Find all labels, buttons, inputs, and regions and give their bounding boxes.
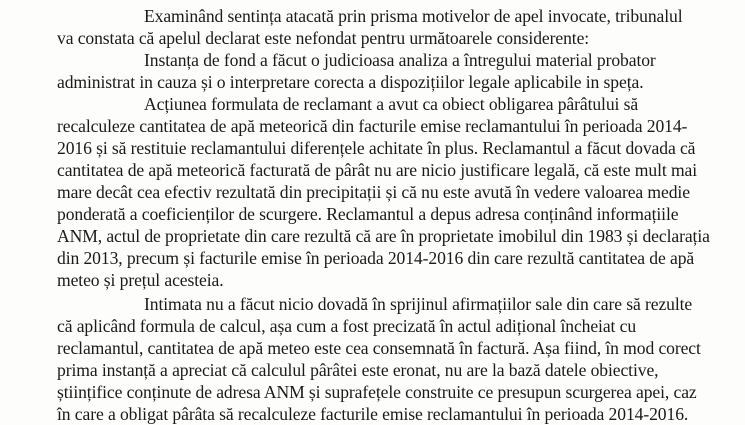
text-line: reclamantul, cantitatea de apă meteo este cea consemnată în factură. Așa fiind, în mod corect [57, 338, 701, 358]
text-line: Intimata nu a făcut nicio dovadă în sprijinul afirmațiilor sale din care să rezulte [144, 294, 693, 314]
text-line: ponderată a coeficienților de scurgere. Reclamantul a depus adresa conținând informațiile [57, 204, 679, 224]
text-line: recalculeze cantitatea de apă meteorică din facturile emise reclamantului în perioada 2014- [57, 116, 688, 136]
text-line: prima instanță a apreciat că calculul pârâtei este eronat, nu are la bază datele obiective, [57, 360, 659, 380]
text-line: mare decât cea efectiv rezultată din precipitații și că nu este avută în vedere valoarea medie [57, 182, 690, 202]
text-line: Examinând sentința atacată prin prisma motivelor de apel invocate, tribunalul [144, 6, 683, 26]
text-line: cantitatea de apă meteorică facturată de pârât nu are nicio justificare legală, că este mult mai [57, 160, 698, 180]
text-line: științifice conținute de adresa ANM și suprafețele construite ce presupun scurgerea apei, caz [57, 382, 697, 402]
text-line: meteo și prețul acesteia. [57, 270, 224, 290]
text-line: Acțiunea formulata de reclamant a avut ca obiect obligarea pârâtului să [144, 94, 639, 114]
text-line: administrat in cauza și o interpretare corecta a dispozițiilor legale aplicabile in speța. [57, 72, 644, 92]
text-line: din 2013, precum și facturile emise în perioada 2014-2016 din care rezultă cantitatea de apă [57, 248, 695, 268]
text-line: 2016 și să restituie reclamantului diferențele achitate în plus. Reclamantul a făcut dovada că [57, 138, 696, 158]
text-line: ANM, actul de proprietate din care rezultă că are în proprietate imobilul din 1983 și declarația [57, 226, 710, 246]
text-line: Instanța de fond a făcut o judicioasa analiza a întregului material probator [144, 50, 656, 70]
text-line: va constata că apelul declarat este nefondat pentru următoarele considerente: [57, 28, 590, 48]
text-line: că aplicând formula de calcul, așa cum a fost precizată în actul adițional încheiat cu [57, 316, 637, 336]
text-line: în care a obligat pârâta să recalculeze facturile emise reclamantului în perioada 2014-2016. [57, 404, 689, 424]
